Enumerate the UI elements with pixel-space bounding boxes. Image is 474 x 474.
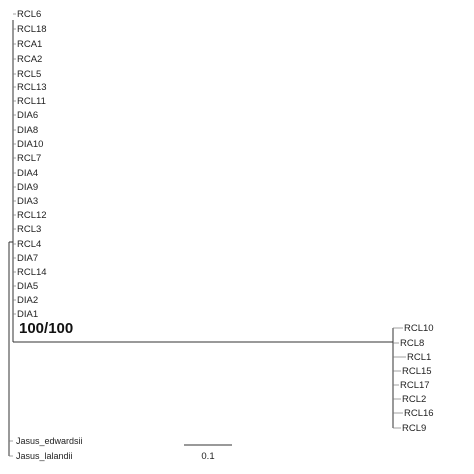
taxon-label-clade-a: DIA10 bbox=[17, 139, 44, 150]
taxon-label-clade-a: RCL3 bbox=[17, 224, 42, 235]
taxon-label-clade-a: DIA5 bbox=[17, 281, 39, 292]
taxon-label-clade-b: RCL10 bbox=[404, 323, 434, 334]
taxon-label-clade-a: RCA1 bbox=[17, 39, 43, 50]
outgroup-label-lalandii: Jasus_lalandii bbox=[16, 451, 73, 461]
taxon-label-clade-a: DIA3 bbox=[17, 196, 39, 207]
clade-b-group bbox=[400, 323, 434, 434]
taxon-label-clade-a: RCA2 bbox=[17, 54, 43, 65]
taxon-label-clade-a: DIA1 bbox=[17, 309, 39, 320]
taxon-label-clade-a: RCL7 bbox=[17, 153, 42, 164]
taxon-label-clade-b: RCL9 bbox=[402, 423, 427, 434]
taxon-label-clade-b: RCL8 bbox=[400, 338, 425, 349]
taxon-label-clade-a: RCL4 bbox=[17, 239, 42, 250]
taxon-label-clade-b: RCL16 bbox=[404, 408, 434, 419]
taxon-label-clade-a: DIA6 bbox=[17, 110, 39, 121]
taxon-label-clade-a: RCL5 bbox=[17, 69, 42, 80]
taxon-label-clade-b: RCL2 bbox=[402, 394, 427, 405]
taxon-label-clade-a: RCL13 bbox=[17, 82, 47, 93]
taxon-label-clade-b: RCL17 bbox=[400, 380, 430, 391]
taxon-label-clade-b: RCL15 bbox=[402, 366, 432, 377]
taxon-label-clade-a: DIA7 bbox=[17, 253, 39, 264]
bootstrap-support-label: 100/100 bbox=[19, 320, 74, 337]
taxon-label-clade-a: DIA9 bbox=[17, 182, 39, 193]
scale-bar-label: 0.1 bbox=[201, 451, 215, 462]
taxon-label-clade-a: RCL14 bbox=[17, 267, 47, 278]
clade-a-group bbox=[17, 9, 47, 320]
taxon-label-clade-a: RCL11 bbox=[17, 96, 46, 107]
taxon-label-clade-a: RCL12 bbox=[17, 210, 47, 221]
taxon-label-clade-a: DIA4 bbox=[17, 168, 39, 179]
taxon-label-clade-a: RCL18 bbox=[17, 24, 47, 35]
taxon-label-clade-b: RCL1 bbox=[407, 352, 432, 363]
taxon-label-clade-a: DIA2 bbox=[17, 295, 39, 306]
taxon-label-clade-a: DIA8 bbox=[17, 125, 39, 136]
outgroup-label-edwardsii: Jasus_edwardsii bbox=[16, 436, 83, 446]
taxon-label-clade-a: RCL6 bbox=[17, 9, 42, 20]
